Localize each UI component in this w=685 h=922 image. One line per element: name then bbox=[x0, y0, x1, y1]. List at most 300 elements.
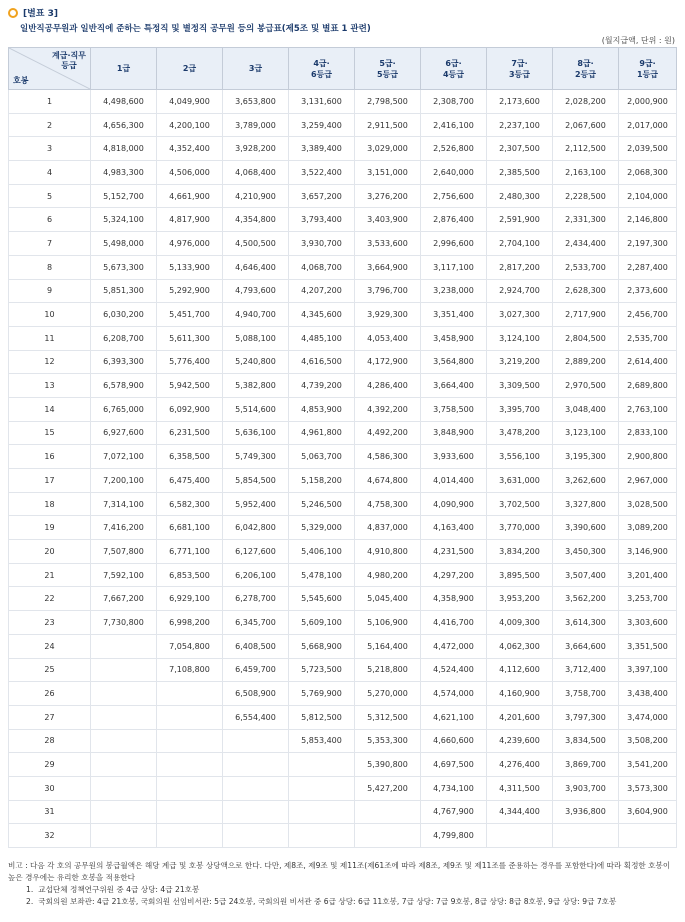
column-header-line: 5등급 bbox=[376, 69, 399, 79]
salary-cell: 2,068,300 bbox=[619, 161, 677, 185]
salary-cell: 3,397,100 bbox=[619, 658, 677, 682]
column-header-line: 1등급 bbox=[636, 69, 659, 79]
note-item bbox=[26, 884, 676, 896]
salary-cell: 3,758,700 bbox=[553, 682, 619, 706]
column-header-line: 3등급 bbox=[508, 69, 531, 79]
table-row bbox=[9, 445, 677, 469]
salary-cell: 3,556,100 bbox=[487, 445, 553, 469]
column-header-line: 6급· bbox=[445, 58, 462, 68]
unit-label: (월지급액, 단위 : 원) bbox=[601, 36, 675, 45]
salary-cell: 6,475,400 bbox=[157, 469, 223, 493]
salary-cell: 5,749,300 bbox=[223, 445, 289, 469]
salary-cell: 2,308,700 bbox=[421, 90, 487, 114]
salary-cell: 2,307,500 bbox=[487, 137, 553, 161]
step-cell: 2 bbox=[9, 113, 91, 137]
salary-cell: 4,524,400 bbox=[421, 658, 487, 682]
salary-cell: 4,009,300 bbox=[487, 611, 553, 635]
salary-cell: 3,664,400 bbox=[421, 374, 487, 398]
step-cell: 5 bbox=[9, 184, 91, 208]
salary-cell: 6,582,300 bbox=[157, 492, 223, 516]
column-header-line: 2등급 bbox=[574, 69, 597, 79]
salary-cell: 3,562,200 bbox=[553, 587, 619, 611]
step-cell: 17 bbox=[9, 469, 91, 493]
salary-cell: 3,614,300 bbox=[553, 611, 619, 635]
salary-cell: 4,090,900 bbox=[421, 492, 487, 516]
salary-cell: 5,133,900 bbox=[157, 255, 223, 279]
salary-cell: 4,200,100 bbox=[157, 113, 223, 137]
salary-cell: 3,458,900 bbox=[421, 326, 487, 350]
salary-cell: 5,853,400 bbox=[289, 729, 355, 753]
salary-cell: 3,657,200 bbox=[289, 184, 355, 208]
salary-cell: 6,554,400 bbox=[223, 705, 289, 729]
step-cell: 25 bbox=[9, 658, 91, 682]
table-row bbox=[9, 303, 677, 327]
corner-bottom-label: 호봉 bbox=[13, 76, 29, 85]
step-cell: 13 bbox=[9, 374, 91, 398]
salary-cell: 4,068,400 bbox=[223, 161, 289, 185]
salary-cell: 2,628,300 bbox=[553, 279, 619, 303]
salary-cell bbox=[91, 729, 157, 753]
salary-cell: 5,353,300 bbox=[355, 729, 421, 753]
salary-cell: 7,507,800 bbox=[91, 540, 157, 564]
table-row bbox=[9, 326, 677, 350]
salary-cell: 2,996,600 bbox=[421, 232, 487, 256]
salary-cell: 4,506,000 bbox=[157, 161, 223, 185]
step-cell: 16 bbox=[9, 445, 91, 469]
table-row bbox=[9, 587, 677, 611]
salary-cell bbox=[91, 753, 157, 777]
salary-cell: 2,228,500 bbox=[553, 184, 619, 208]
salary-cell: 3,507,400 bbox=[553, 563, 619, 587]
salary-cell: 2,970,500 bbox=[553, 374, 619, 398]
table-row bbox=[9, 350, 677, 374]
salary-cell: 3,238,000 bbox=[421, 279, 487, 303]
salary-cell: 3,303,600 bbox=[619, 611, 677, 635]
step-cell: 10 bbox=[9, 303, 91, 327]
salary-cell bbox=[289, 800, 355, 824]
note-text: 교섭단체 정책연구위원 중 4급 상당: 4급 21호봉 bbox=[38, 885, 200, 894]
salary-cell: 4,656,300 bbox=[91, 113, 157, 137]
table-row bbox=[9, 208, 677, 232]
salary-cell: 6,408,500 bbox=[223, 634, 289, 658]
salary-cell bbox=[223, 776, 289, 800]
salary-cell: 6,578,900 bbox=[91, 374, 157, 398]
step-cell: 1 bbox=[9, 90, 91, 114]
salary-cell: 7,200,100 bbox=[91, 469, 157, 493]
salary-cell: 6,393,300 bbox=[91, 350, 157, 374]
salary-cell: 4,062,300 bbox=[487, 634, 553, 658]
salary-cell bbox=[223, 753, 289, 777]
salary-cell: 4,297,200 bbox=[421, 563, 487, 587]
table-row bbox=[9, 753, 677, 777]
salary-cell: 7,592,100 bbox=[91, 563, 157, 587]
column-header-line: 1급 bbox=[116, 64, 131, 73]
salary-cell: 2,763,100 bbox=[619, 397, 677, 421]
salary-cell: 3,834,200 bbox=[487, 540, 553, 564]
table-row bbox=[9, 184, 677, 208]
salary-cell: 4,311,500 bbox=[487, 776, 553, 800]
salary-cell: 3,438,400 bbox=[619, 682, 677, 706]
salary-cell: 2,640,000 bbox=[421, 161, 487, 185]
salary-cell: 4,910,800 bbox=[355, 540, 421, 564]
corner-top-line: 계급·직무 bbox=[52, 51, 86, 60]
salary-cell: 4,983,300 bbox=[91, 161, 157, 185]
corner-top-label bbox=[52, 51, 86, 71]
salary-cell: 2,480,300 bbox=[487, 184, 553, 208]
step-cell: 6 bbox=[9, 208, 91, 232]
salary-cell: 4,500,500 bbox=[223, 232, 289, 256]
salary-cell: 2,331,300 bbox=[553, 208, 619, 232]
table-row bbox=[9, 516, 677, 540]
salary-cell: 5,545,600 bbox=[289, 587, 355, 611]
step-cell: 21 bbox=[9, 563, 91, 587]
salary-cell: 2,173,600 bbox=[487, 90, 553, 114]
salary-cell: 7,314,100 bbox=[91, 492, 157, 516]
salary-cell bbox=[355, 800, 421, 824]
salary-cell: 2,017,000 bbox=[619, 113, 677, 137]
column-header bbox=[91, 48, 157, 90]
salary-cell: 3,793,400 bbox=[289, 208, 355, 232]
corner-header-cell bbox=[9, 48, 91, 90]
salary-cell: 3,028,500 bbox=[619, 492, 677, 516]
salary-cell: 4,354,800 bbox=[223, 208, 289, 232]
step-cell: 26 bbox=[9, 682, 91, 706]
salary-cell: 5,942,500 bbox=[157, 374, 223, 398]
salary-cell: 3,389,400 bbox=[289, 137, 355, 161]
table-row bbox=[9, 540, 677, 564]
salary-cell: 4,344,400 bbox=[487, 800, 553, 824]
salary-cell: 6,998,200 bbox=[157, 611, 223, 635]
salary-cell bbox=[157, 682, 223, 706]
salary-cell: 4,661,900 bbox=[157, 184, 223, 208]
step-cell: 14 bbox=[9, 397, 91, 421]
salary-cell bbox=[91, 800, 157, 824]
salary-cell: 4,621,100 bbox=[421, 705, 487, 729]
salary-cell: 5,158,200 bbox=[289, 469, 355, 493]
step-cell: 20 bbox=[9, 540, 91, 564]
salary-cell bbox=[157, 824, 223, 848]
salary-cell bbox=[289, 824, 355, 848]
salary-cell: 4,734,100 bbox=[421, 776, 487, 800]
step-cell: 8 bbox=[9, 255, 91, 279]
salary-cell: 5,106,900 bbox=[355, 611, 421, 635]
salary-cell: 6,208,700 bbox=[91, 326, 157, 350]
salary-cell: 4,817,900 bbox=[157, 208, 223, 232]
column-header bbox=[421, 48, 487, 90]
note-text: 국회의원 보좌관: 4급 21호봉, 국회의원 선임비서관: 5급 24호봉, 국회의원 비서관 중 6급 상당: 6급 11호봉, 7급 상당: 7급 9호봉, 8급 상당: 8급 8호봉, 9급 상당: 9급 7호봉 bbox=[38, 897, 617, 906]
salary-cell: 2,614,400 bbox=[619, 350, 677, 374]
salary-cell: 5,246,500 bbox=[289, 492, 355, 516]
table-row bbox=[9, 563, 677, 587]
table-row bbox=[9, 824, 677, 848]
salary-cell: 2,756,600 bbox=[421, 184, 487, 208]
salary-cell bbox=[223, 800, 289, 824]
table-row bbox=[9, 492, 677, 516]
salary-cell: 3,508,200 bbox=[619, 729, 677, 753]
step-cell: 11 bbox=[9, 326, 91, 350]
salary-cell: 4,068,700 bbox=[289, 255, 355, 279]
salary-cell: 3,124,100 bbox=[487, 326, 553, 350]
salary-cell: 4,646,400 bbox=[223, 255, 289, 279]
step-cell: 27 bbox=[9, 705, 91, 729]
salary-cell: 3,201,400 bbox=[619, 563, 677, 587]
salary-cell: 2,717,900 bbox=[553, 303, 619, 327]
salary-cell: 2,900,800 bbox=[619, 445, 677, 469]
salary-cell: 2,416,100 bbox=[421, 113, 487, 137]
salary-cell: 5,478,100 bbox=[289, 563, 355, 587]
table-row bbox=[9, 776, 677, 800]
table-body bbox=[9, 90, 677, 848]
salary-cell: 3,478,200 bbox=[487, 421, 553, 445]
salary-cell: 2,104,000 bbox=[619, 184, 677, 208]
salary-cell: 4,961,800 bbox=[289, 421, 355, 445]
salary-cell: 3,848,900 bbox=[421, 421, 487, 445]
salary-cell bbox=[157, 800, 223, 824]
salary-cell bbox=[487, 824, 553, 848]
table-row bbox=[9, 161, 677, 185]
salary-cell: 6,345,700 bbox=[223, 611, 289, 635]
column-header-line: 7급· bbox=[511, 58, 528, 68]
table-row bbox=[9, 611, 677, 635]
note-item bbox=[26, 896, 676, 908]
column-header-line: 4급· bbox=[313, 58, 330, 68]
salary-cell: 3,869,700 bbox=[553, 753, 619, 777]
salary-cell: 5,812,500 bbox=[289, 705, 355, 729]
salary-cell: 4,976,000 bbox=[157, 232, 223, 256]
salary-cell: 3,604,900 bbox=[619, 800, 677, 824]
salary-cell: 3,533,600 bbox=[355, 232, 421, 256]
table-row bbox=[9, 232, 677, 256]
salary-cell: 3,048,400 bbox=[553, 397, 619, 421]
salary-cell: 6,508,900 bbox=[223, 682, 289, 706]
salary-cell: 4,660,600 bbox=[421, 729, 487, 753]
salary-cell: 6,765,000 bbox=[91, 397, 157, 421]
salary-cell: 3,351,400 bbox=[421, 303, 487, 327]
salary-cell: 3,450,300 bbox=[553, 540, 619, 564]
salary-cell bbox=[91, 658, 157, 682]
salary-cell: 3,664,600 bbox=[553, 634, 619, 658]
salary-cell: 5,427,200 bbox=[355, 776, 421, 800]
salary-cell bbox=[157, 776, 223, 800]
salary-table bbox=[8, 47, 677, 848]
salary-cell: 6,231,500 bbox=[157, 421, 223, 445]
step-cell: 32 bbox=[9, 824, 91, 848]
salary-cell: 3,131,600 bbox=[289, 90, 355, 114]
salary-cell: 2,237,100 bbox=[487, 113, 553, 137]
salary-cell: 2,804,500 bbox=[553, 326, 619, 350]
salary-cell: 5,952,400 bbox=[223, 492, 289, 516]
table-row bbox=[9, 469, 677, 493]
salary-cell: 6,929,100 bbox=[157, 587, 223, 611]
salary-cell: 5,514,600 bbox=[223, 397, 289, 421]
salary-cell: 3,541,200 bbox=[619, 753, 677, 777]
salary-cell: 3,895,500 bbox=[487, 563, 553, 587]
salary-cell: 4,853,900 bbox=[289, 397, 355, 421]
salary-cell: 3,089,200 bbox=[619, 516, 677, 540]
salary-cell: 4,940,700 bbox=[223, 303, 289, 327]
salary-cell: 3,219,200 bbox=[487, 350, 553, 374]
salary-cell: 4,210,900 bbox=[223, 184, 289, 208]
salary-cell: 5,611,300 bbox=[157, 326, 223, 350]
step-cell: 19 bbox=[9, 516, 91, 540]
salary-cell: 4,049,900 bbox=[157, 90, 223, 114]
table-row bbox=[9, 634, 677, 658]
salary-cell: 4,980,200 bbox=[355, 563, 421, 587]
salary-cell: 4,276,400 bbox=[487, 753, 553, 777]
salary-cell: 6,853,500 bbox=[157, 563, 223, 587]
step-cell: 22 bbox=[9, 587, 91, 611]
salary-cell: 7,054,800 bbox=[157, 634, 223, 658]
salary-cell: 7,072,100 bbox=[91, 445, 157, 469]
salary-cell: 2,533,700 bbox=[553, 255, 619, 279]
salary-cell: 3,309,500 bbox=[487, 374, 553, 398]
salary-cell: 2,434,400 bbox=[553, 232, 619, 256]
salary-cell: 3,796,700 bbox=[355, 279, 421, 303]
appendix-tag-line bbox=[8, 6, 678, 19]
salary-cell: 5,329,000 bbox=[289, 516, 355, 540]
salary-cell: 2,911,500 bbox=[355, 113, 421, 137]
salary-cell: 2,385,500 bbox=[487, 161, 553, 185]
salary-cell: 6,771,100 bbox=[157, 540, 223, 564]
salary-cell: 3,262,600 bbox=[553, 469, 619, 493]
salary-cell: 6,278,700 bbox=[223, 587, 289, 611]
salary-cell: 5,723,500 bbox=[289, 658, 355, 682]
salary-cell: 3,789,000 bbox=[223, 113, 289, 137]
salary-cell: 2,028,200 bbox=[553, 90, 619, 114]
salary-cell: 6,092,900 bbox=[157, 397, 223, 421]
salary-cell: 6,127,600 bbox=[223, 540, 289, 564]
salary-cell: 3,259,400 bbox=[289, 113, 355, 137]
column-header-line: 2급 bbox=[182, 64, 197, 73]
step-cell: 12 bbox=[9, 350, 91, 374]
salary-cell: 4,485,100 bbox=[289, 326, 355, 350]
salary-cell: 4,392,200 bbox=[355, 397, 421, 421]
salary-cell: 2,067,600 bbox=[553, 113, 619, 137]
salary-cell: 4,492,200 bbox=[355, 421, 421, 445]
column-header bbox=[289, 48, 355, 90]
salary-cell: 4,358,900 bbox=[421, 587, 487, 611]
salary-cell: 3,522,400 bbox=[289, 161, 355, 185]
salary-cell: 5,218,800 bbox=[355, 658, 421, 682]
table-row bbox=[9, 658, 677, 682]
table-row bbox=[9, 90, 677, 114]
salary-cell: 4,574,000 bbox=[421, 682, 487, 706]
salary-cell bbox=[91, 682, 157, 706]
step-cell: 24 bbox=[9, 634, 91, 658]
notes-section bbox=[8, 860, 676, 908]
salary-cell: 3,276,200 bbox=[355, 184, 421, 208]
salary-cell: 3,029,000 bbox=[355, 137, 421, 161]
salary-cell: 4,231,500 bbox=[421, 540, 487, 564]
salary-cell: 5,164,400 bbox=[355, 634, 421, 658]
salary-cell: 4,767,900 bbox=[421, 800, 487, 824]
salary-cell: 2,039,500 bbox=[619, 137, 677, 161]
salary-cell: 3,390,600 bbox=[553, 516, 619, 540]
step-cell: 15 bbox=[9, 421, 91, 445]
salary-cell: 6,459,700 bbox=[223, 658, 289, 682]
salary-cell: 6,030,200 bbox=[91, 303, 157, 327]
step-cell: 28 bbox=[9, 729, 91, 753]
page-title: 일반직공무원과 일반직에 준하는 특정직 및 별정직 공무원 등의 봉급표(제5조 및 별표 1 관련) bbox=[20, 24, 371, 34]
appendix-tag: [별표 3] bbox=[23, 9, 59, 19]
salary-cell: 3,928,200 bbox=[223, 137, 289, 161]
salary-cell: 4,586,300 bbox=[355, 445, 421, 469]
step-cell: 9 bbox=[9, 279, 91, 303]
salary-cell: 3,702,500 bbox=[487, 492, 553, 516]
salary-cell: 3,123,100 bbox=[553, 421, 619, 445]
salary-cell: 2,456,700 bbox=[619, 303, 677, 327]
salary-cell: 4,498,600 bbox=[91, 90, 157, 114]
table-row bbox=[9, 113, 677, 137]
salary-cell: 4,472,000 bbox=[421, 634, 487, 658]
salary-cell: 4,697,500 bbox=[421, 753, 487, 777]
salary-cell: 3,327,800 bbox=[553, 492, 619, 516]
column-header-line: 6등급 bbox=[310, 69, 333, 79]
salary-cell: 2,163,100 bbox=[553, 161, 619, 185]
salary-cell: 3,474,000 bbox=[619, 705, 677, 729]
step-cell: 23 bbox=[9, 611, 91, 635]
salary-cell bbox=[91, 705, 157, 729]
salary-cell: 5,769,900 bbox=[289, 682, 355, 706]
salary-cell: 3,653,800 bbox=[223, 90, 289, 114]
salary-cell: 7,667,200 bbox=[91, 587, 157, 611]
corner-top-line: 등급 bbox=[61, 61, 77, 70]
salary-cell: 4,207,200 bbox=[289, 279, 355, 303]
salary-cell: 2,000,900 bbox=[619, 90, 677, 114]
salary-cell: 6,927,600 bbox=[91, 421, 157, 445]
column-header-line: 5급· bbox=[379, 58, 396, 68]
table-row bbox=[9, 374, 677, 398]
table-row bbox=[9, 705, 677, 729]
salary-cell: 5,609,100 bbox=[289, 611, 355, 635]
step-cell: 7 bbox=[9, 232, 91, 256]
salary-cell: 3,564,800 bbox=[421, 350, 487, 374]
salary-cell: 6,206,100 bbox=[223, 563, 289, 587]
salary-cell: 4,201,600 bbox=[487, 705, 553, 729]
salary-cell bbox=[553, 824, 619, 848]
salary-cell: 4,345,600 bbox=[289, 303, 355, 327]
salary-cell: 2,112,500 bbox=[553, 137, 619, 161]
salary-cell: 4,286,400 bbox=[355, 374, 421, 398]
salary-cell: 5,152,700 bbox=[91, 184, 157, 208]
salary-cell: 4,112,600 bbox=[487, 658, 553, 682]
salary-cell: 2,591,900 bbox=[487, 208, 553, 232]
salary-cell: 5,063,700 bbox=[289, 445, 355, 469]
salary-cell: 5,406,100 bbox=[289, 540, 355, 564]
salary-cell: 7,108,800 bbox=[157, 658, 223, 682]
salary-cell: 4,799,800 bbox=[421, 824, 487, 848]
salary-cell: 5,776,400 bbox=[157, 350, 223, 374]
salary-cell: 5,390,800 bbox=[355, 753, 421, 777]
salary-cell: 3,758,500 bbox=[421, 397, 487, 421]
salary-cell bbox=[91, 634, 157, 658]
column-header-line: 3급 bbox=[248, 64, 263, 73]
table-row bbox=[9, 137, 677, 161]
table-header-row bbox=[9, 48, 677, 90]
note-main: 비고 : 다음 각 호의 공무원의 봉급월액은 해당 계급 및 호봉 상당액으로 한다. 다만, 제8조, 제9조 및 제11조(제61조에 따라 제8조, 제9조 및 제11조를 준용하는 경우를 포함한다)에 따라 획정한 호봉이 높은 경우에는 유리한 호봉을 적용한다 bbox=[8, 861, 671, 882]
salary-cell: 4,416,700 bbox=[421, 611, 487, 635]
column-header bbox=[553, 48, 619, 90]
salary-cell: 5,668,900 bbox=[289, 634, 355, 658]
salary-cell: 5,045,400 bbox=[355, 587, 421, 611]
column-header bbox=[487, 48, 553, 90]
salary-cell: 2,876,400 bbox=[421, 208, 487, 232]
salary-cell bbox=[223, 824, 289, 848]
salary-cell: 2,889,200 bbox=[553, 350, 619, 374]
salary-cell: 4,758,300 bbox=[355, 492, 421, 516]
salary-cell: 3,933,600 bbox=[421, 445, 487, 469]
salary-cell: 7,730,800 bbox=[91, 611, 157, 635]
